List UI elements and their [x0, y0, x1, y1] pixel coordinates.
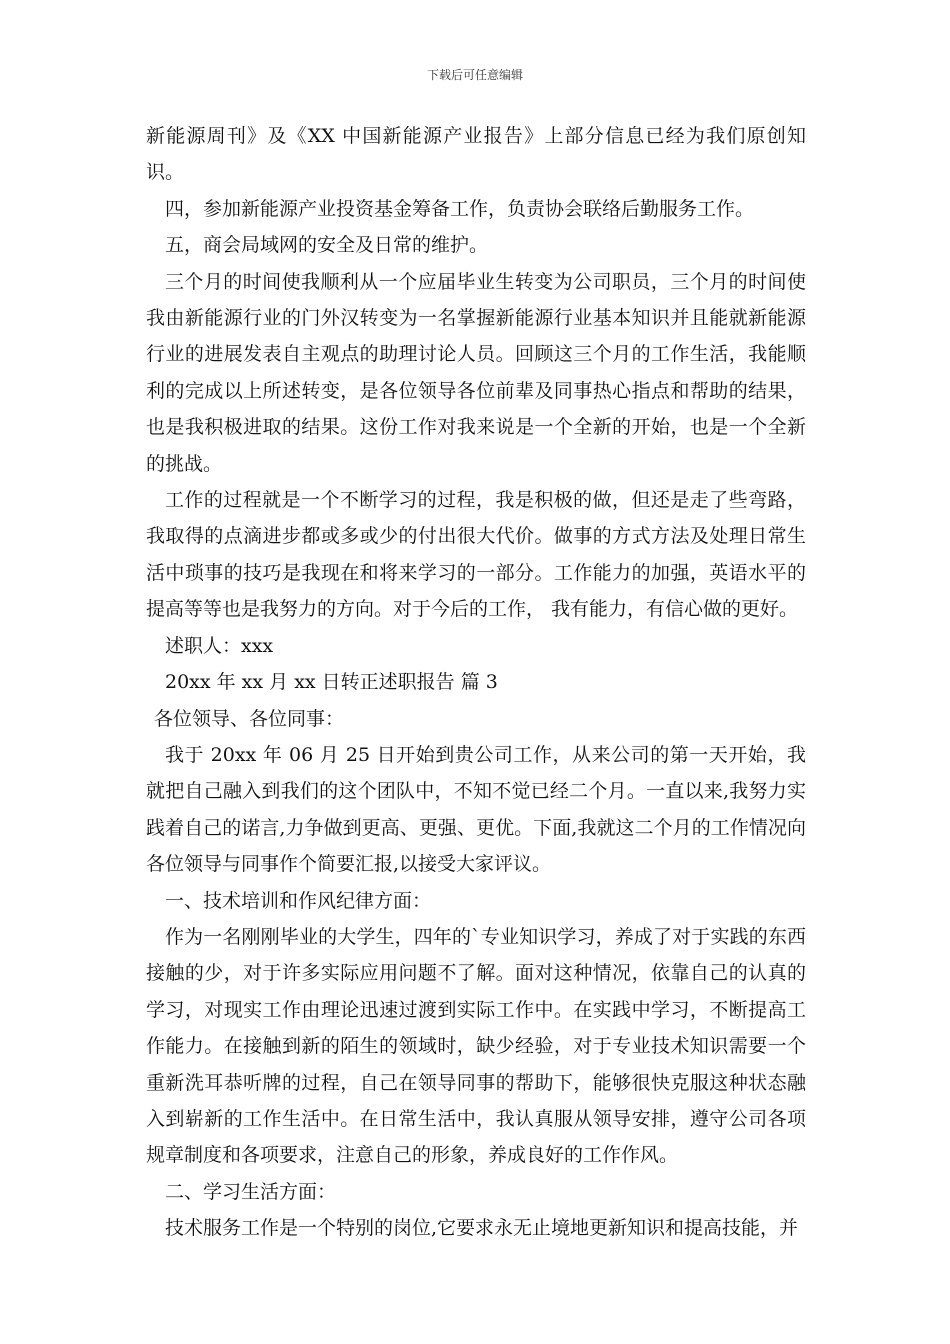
salutation: 各位领导、各位同事： [154, 707, 345, 730]
page-header: 下载后可任意编辑 [426, 68, 523, 82]
document-body [146, 118, 806, 1247]
paragraph: 作为一名刚刚毕业的大学生，四年的`专业知识学习，养成了对于实践的东西接触的少，对于许多实际应用问题不了解。面对这种情况，依靠自己的认真的学习，对现实工作由理论迅速过渡到实际工作中。在实践中学习，不断提高工作能力。在接触到新的陌生的领域时，缺少经验，对于专业技术知识需要一个重新洗耳恭听牌的过程，自己在领导同事的帮助下，能够很快克服这种状态融入到崭新的工作生活中。在日常生活中，我认真服从领导安排，遵守公司各项规章制度和各项要求，注意自己的形象，养成良好的工作作风。 [146, 925, 806, 1167]
paragraph: 四，参加新能源产业投资基金筹备工作，负责协会联络后勤服务工作。 [165, 197, 755, 220]
paragraph: 我于 20xx 年 06 月 25 日开始到贵公司工作，从来公司的第一天开始，我就把自己融入到我们的这个团队中，不知不觉已经二个月。一直以来,我努力实践着自己的诺言,力争做到更高、更强、更优。下面,我就这二个月的工作情况向各位领导与同事作个简要汇报,以接受大家评议。 [146, 743, 806, 876]
subheading: 一、技术培训和作风纪律方面： [165, 889, 432, 912]
paragraph: 技术服务工作是一个特别的岗位,它要求永无止境地更新知识和提高技能，并 [165, 1217, 799, 1240]
subheading: 二、学习生活方面： [165, 1180, 337, 1203]
paragraph: 三个月的时间使我顺利从一个应届毕业生转变为公司职员，三个月的时间使我由新能源行业的门外汉转变为一名掌握新能源行业基本知识并且能就新能源行业的进展发表自主观点的助理讨论人员。回顾这三个月的工作生活，我能顺利的完成以上所述转变，是各位领导各位前辈及同事热心指点和帮助的结果，也是我积极进取的结果。这份工作对我来说是一个全新的开始，也是一个全新的挑战。 [146, 270, 806, 475]
section-title: 20xx 年 xx 月 xx 日转正述职报告 篇 3 [165, 671, 498, 694]
paragraph: 五，商会局域网的安全及日常的维护。 [165, 234, 489, 257]
paragraph: 新能源周刊》及《XX 中国新能源产业报告》上部分信息已经为我们原创知识。 [146, 125, 806, 184]
paragraph: 工作的过程就是一个不断学习的过程，我是积极的做，但还是走了些弯路，我取得的点滴进步都或多或少的付出很大代价。做事的方式方法及处理日常生活中琐事的技巧是我现在和将来学习的一部分。工作能力的加强，英语水平的提高等等也是我努力的方向。对于今后的工作， 我有能力，有信心做的更好。 [146, 489, 806, 621]
signature-line: 述职人：xxx [165, 634, 274, 657]
